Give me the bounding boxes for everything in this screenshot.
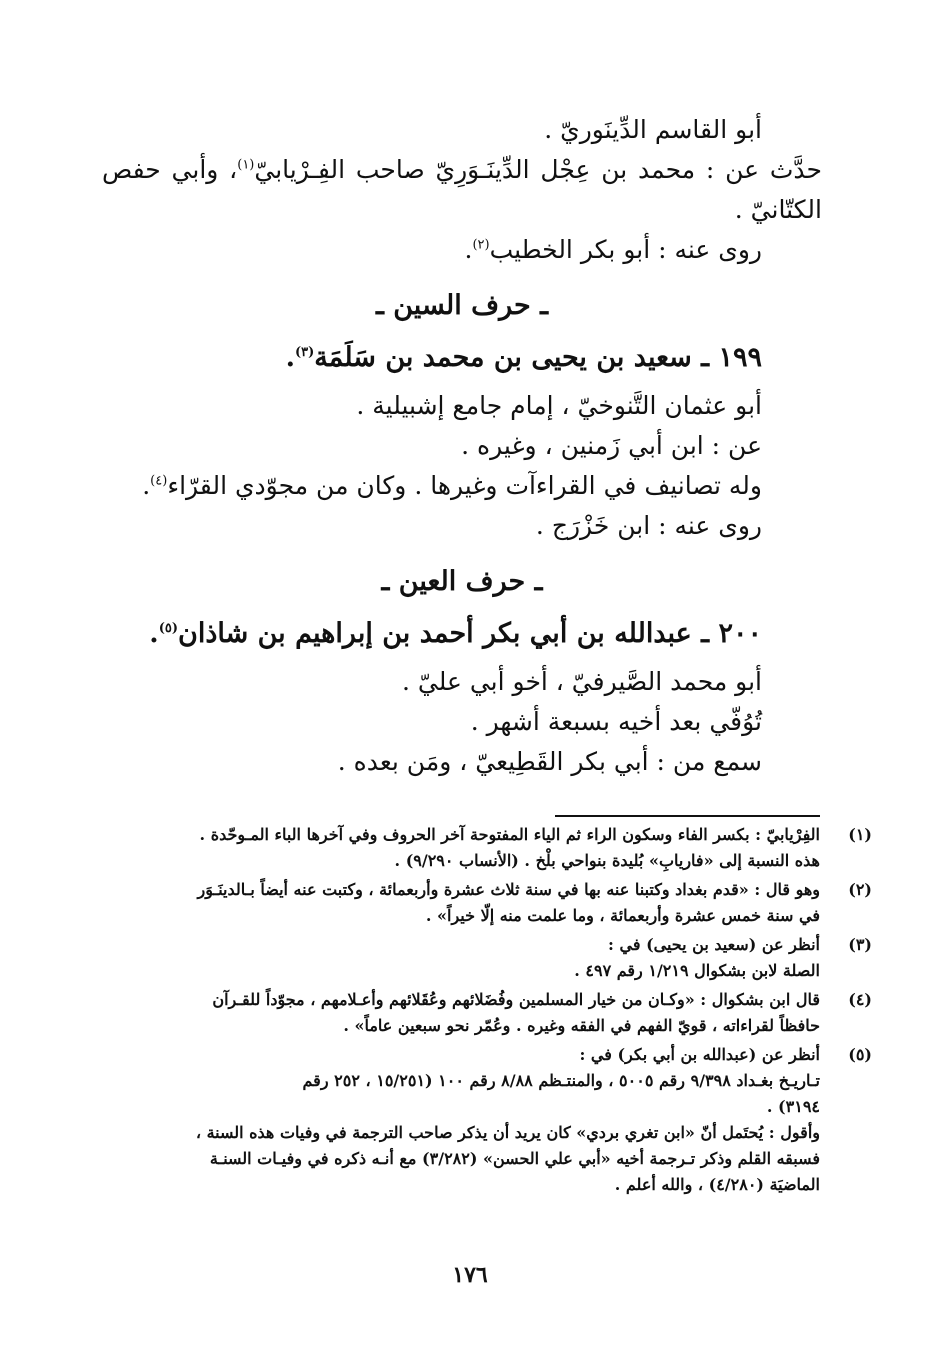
footnote-line: الفِرْيابيّ : بكسر الفاء وسكون الراء ثم الياء المفتوحة آخر الحروف وفي آخرها الباء المـوحّدة .	[199, 825, 820, 844]
footnote-1	[102, 822, 872, 874]
footnote-line: ٣١٩٤) .	[766, 1097, 820, 1116]
entry-title-text: ٢٠٠ ـ عبدالله بن أبي بكر أحمد بن إبراهيم بن شاذان	[178, 618, 762, 649]
footnote-number: (٣)	[848, 935, 872, 954]
footnote-number: (٢)	[848, 880, 872, 899]
footnotes	[102, 822, 872, 1201]
text-line: سمع من : أبي بكر القَطِيعيّ ، ومَن بعده .	[337, 747, 762, 776]
footnote-line: تـاريـخ بغـداد ٩/٣٩٨ رقم ٥٠٠٥ ، والمنتـظم ٨/٨٨ رقم ١٠٠ (١٥/٢٥١ ، ٢٥٢ رقم	[302, 1071, 820, 1090]
footnote-body	[102, 822, 820, 874]
text-run: .	[464, 235, 473, 264]
footnote-ref: (٢)	[472, 237, 490, 253]
footnote-number: (١)	[848, 825, 872, 844]
footnote-body	[102, 877, 820, 929]
main-text	[102, 110, 822, 782]
footnote-line: أنظر عن (سعيد بن يحيى) في :	[608, 935, 820, 954]
footnote-2	[102, 877, 872, 929]
footnote-3	[102, 932, 872, 984]
footnote-number: (٥)	[848, 1045, 872, 1064]
footnote-5	[102, 1042, 872, 1198]
text-line	[102, 230, 762, 270]
footnote-line: الماضيَة (٤/٢٨٠) ، والله أعلم .	[614, 1175, 820, 1194]
entry-title-200	[102, 612, 762, 656]
footnote-body	[102, 987, 820, 1039]
text-line: تُوُفّي بعد أخيه بسبعة أشهر .	[470, 707, 762, 736]
footnote-ref: (٤)	[150, 473, 168, 489]
text-run: ، وأبي حفص الكتّانيّ .	[102, 155, 822, 224]
footnote-ref: (٣)	[294, 345, 315, 360]
page-number: ١٧٦	[452, 1262, 488, 1288]
text-line: أبو عثمان التَّنوخيّ ، إمام جامع إشبيلية .	[356, 391, 762, 420]
entry-title-end: .	[149, 618, 159, 649]
footnote-line: الصلة لابن بشكوال ١/٢١٩ رقم ٤٩٧ .	[574, 961, 820, 980]
footnote-line: هذه النسبة إلى «فاريابِ» بُليدة بنواحي بلْخ . (الأنساب ٩/٢٩٠) .	[394, 851, 820, 870]
footnote-line: فسبقه القلم وذكر تـرجمة أخيه «أبي علي الحسن» (٣/٢٨٢) مع أنـه ذكره في وفيـات السنـة	[209, 1149, 820, 1168]
section-heading-ayn: ـ حرف العين ـ	[381, 566, 543, 597]
footnote-ref: (١)	[237, 157, 255, 173]
entry-title-199	[102, 336, 762, 380]
footnote-line: وأقول : يُحتَمل أنّ «ابن تغري بردي» كان يريد أن يذكر صاحب الترجمة في وفيات هذه السنة ،	[195, 1123, 820, 1142]
footnote-ref: (٥)	[158, 621, 178, 636]
footnote-line: وهو قال : «قدم بغداد وكتبنا عنه بها في سنة ثلاث عشرة وأربعمائة ، وكتبت عنه أيضاً بـالدينَـوَر	[197, 880, 820, 899]
footnote-number: (٤)	[848, 990, 872, 1009]
text-line: أبو محمد الصَّيرفيّ ، أخو أبي عليّ .	[401, 667, 762, 696]
footnote-divider	[555, 815, 820, 817]
footnote-line: حافظاً لقراءاته ، قويّ الفهم في الفقه وغيره . وعُمّر نحو سبعين عاماً» .	[343, 1016, 820, 1035]
entry-title-end: .	[285, 342, 295, 373]
text-line: عن : ابن أبي زَمنين ، وغيره .	[461, 431, 762, 460]
footnote-body	[102, 932, 820, 984]
footnote-body	[102, 1042, 820, 1198]
entry-title-text: ١٩٩ ـ سعيد بن يحيى بن محمد بن سَلَمَة	[314, 342, 762, 373]
footnote-line: أنظر عن (عبدالله بن أبي بكر) في :	[579, 1045, 820, 1064]
footnote-line: قال ابن بشكوال : «وكـان من خيار المسلمين وفُضَلائهم وعُقَلائهم وأعـلامهم ، مجوّداً للقـرآن	[212, 990, 820, 1009]
footnote-line: في سنة خمس عشرة وأربعمائة ، وما علمت منه إلّا خيراً» .	[425, 906, 820, 925]
text-line	[102, 150, 822, 230]
text-line: أبو القاسم الدِّينَوريّ .	[544, 115, 762, 144]
footnote-4	[102, 987, 872, 1039]
text-run: روى عنه : أبو بكر الخطيب	[489, 235, 762, 264]
section-heading-sin: ـ حرف السين ـ	[375, 290, 549, 321]
text-run: وله تصانيف في القراءآت وغيرها . وكان من مجوّدي القرّاء	[167, 471, 762, 500]
text-run: .	[142, 471, 151, 500]
text-line	[102, 466, 762, 506]
text-line: روى عنه : ابن خَزْرَج .	[535, 511, 762, 540]
text-run: حدَّث عن : محمد بن عِجْل الدِّينَـوَرِيّ صاحب الفِـرْيابيّ	[254, 155, 822, 184]
